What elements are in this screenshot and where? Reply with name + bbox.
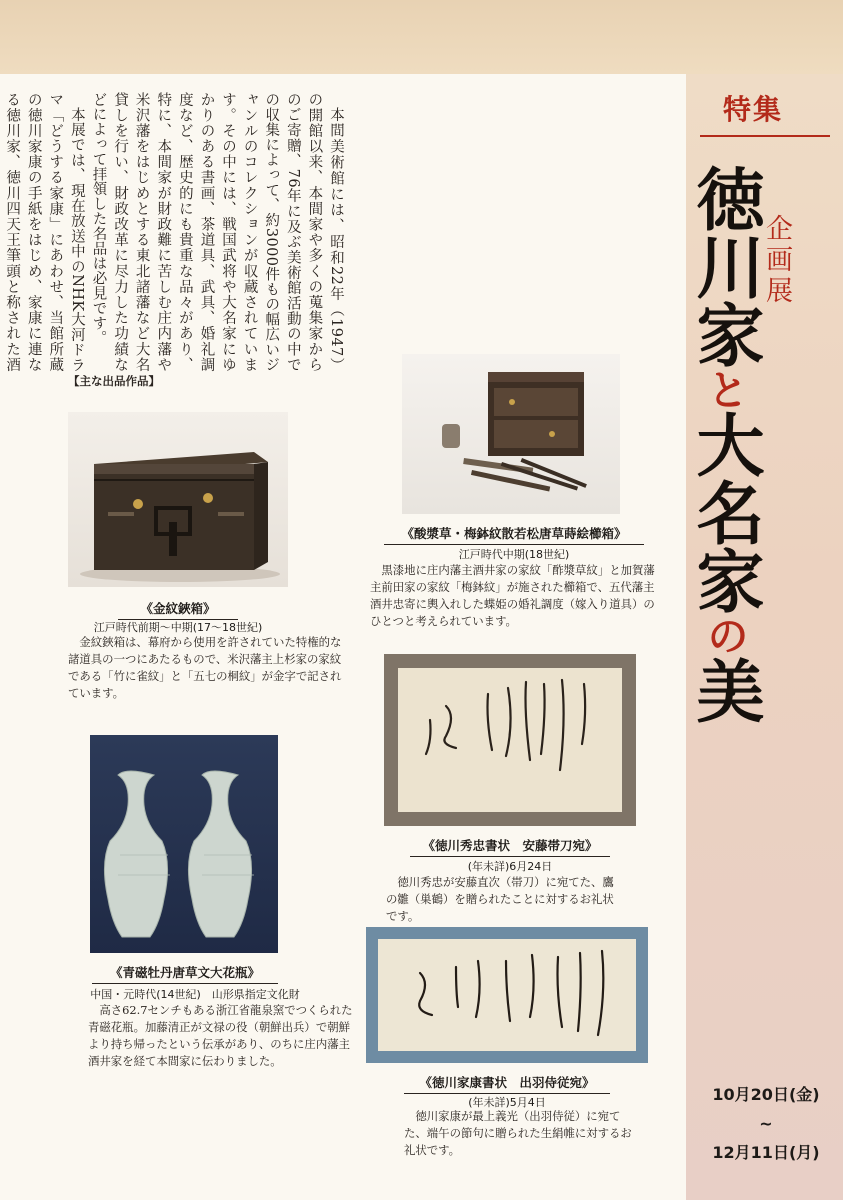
intro-text	[4, 92, 346, 372]
date-separator: ~	[759, 1114, 773, 1133]
top-band	[0, 0, 843, 74]
caption-title-1-text: 《金紋鋏箱》	[140, 601, 216, 616]
vases-illustration	[90, 735, 278, 953]
intro-paragraph-2: 本展では、現在放送中のNHK大河ドラマ「どうする家康」にあわせ、当館所蔵の徳川家康の手紙をはじめ、家康に連なる徳川家、徳川四天王筆頭と称された酒	[4, 92, 85, 372]
caption-date-4: 中国・元時代(14世紀) 山形県指定文化財	[90, 988, 300, 1001]
exhibition-dates	[696, 1080, 836, 1167]
photo-hidetada-letter	[384, 654, 636, 826]
caption-title-3-text: 《徳川秀忠書状 安藤帯刀宛》	[422, 838, 598, 853]
letter-illustration	[384, 654, 636, 826]
exhibition-title	[685, 164, 765, 944]
title-part-2: 大名家	[685, 410, 765, 614]
photo-kinmon-hasamibako	[68, 412, 288, 587]
caption-date-2: 江戸時代中期(18世紀)	[458, 548, 570, 561]
photo-ieyasu-letter	[366, 927, 648, 1063]
caption-date-3: (年未詳)6月24日	[467, 860, 553, 873]
caption-title-5	[366, 1073, 648, 1094]
photo-kushibako	[402, 354, 620, 514]
caption-title-3	[384, 836, 636, 857]
kikaku-label: 企画展	[761, 214, 792, 307]
ieyasu-letter-illustration	[366, 927, 648, 1063]
caption-title-4-text: 《青磁牡丹唐草文大花瓶》	[109, 965, 260, 980]
caption-desc-2: 黒漆地に庄内藩主酒井家の家紋「酢漿草紋」と加賀藩主前田家の家紋「梅鉢紋」が施された櫛箱で、五代藩主酒井忠寄に輿入れした蝶姫の婚礼調度（嫁入り道具）のひとつと考えられています。	[370, 563, 655, 628]
caption-title-2	[368, 524, 660, 545]
caption-date-5: (年未詳)5月4日	[468, 1096, 546, 1109]
caption-desc-4: 高さ62.7センチもある浙江省龍泉窯でつくられた青磁花瓶。加藤清正が文禄の役（朝鮮出兵）で朝鮮より持ち帰ったという伝承があり、のちに庄内藩主酒井家を経て本間家に伝わりました。	[88, 1003, 353, 1068]
date-start: 10月20日(金)	[712, 1085, 820, 1104]
caption-title-4	[70, 963, 300, 984]
date-end: 12月11日(月)	[712, 1143, 820, 1162]
chest-illustration	[68, 412, 288, 587]
tokushu-label: 特集	[722, 93, 783, 126]
photo-celadon-vases	[90, 735, 278, 953]
caption-date-1: 江戸時代前期～中期(17～18世紀)	[93, 621, 263, 634]
caption-title-5-text: 《徳川家康書状 出羽侍従宛》	[419, 1075, 595, 1090]
title-part-1: 徳川家	[685, 164, 765, 368]
tokushu-underline	[700, 135, 830, 137]
comb-box-illustration	[402, 354, 620, 514]
caption-title-2-text: 《酸漿草・梅鉢紋散若松唐草蒔絵櫛箱》	[401, 526, 627, 541]
caption-desc-3: 徳川秀忠が安藤直次（帯刀）に宛てた、鷹の雛（巣鶴）を贈られたことに対するお礼状です。	[386, 875, 614, 923]
caption-underline	[92, 983, 278, 984]
caption-underline	[410, 856, 610, 857]
title-part-3: 美	[685, 656, 765, 724]
caption-desc-5: 徳川家康が最上義光（出羽侍従）に宛てた、端午の節句に贈られた生絹帷に対するお礼状です。	[404, 1109, 632, 1157]
section-label: 【主な出品作品】	[68, 374, 160, 388]
caption-title-1	[68, 599, 288, 620]
title-particle-no: の	[701, 614, 750, 656]
caption-desc-1: 金紋鋏箱は、幕府から使用を許されていた特権的な諸道具の一つにあたるもので、米沢藩主上杉家の家紋である「竹に雀紋」と「五七の桐紋」が金字で記されています。	[68, 635, 342, 700]
intro-paragraph-1: 本間美術館には、昭和22年（1947）の開館以来、本間家や多くの蒐集家からのご寄贈、76年に及ぶ美術館活動の中での収集によって、約3000件もの幅広いジャンルのコレクションが収蔵されています。その中には、戦国武将や大名家にゆかりのある書画、茶道具、武具、婚礼調度など、歴史的にも貴重な品々があり、特に、本間家が財政難に苦しむ庄内藩や米沢藩をはじめとする東北諸藩など大名貸しを行い、財政改革に尽力した功績などによって拝領した名品は必見です。	[90, 92, 344, 372]
caption-underline	[384, 544, 644, 545]
title-particle-to: と	[701, 368, 750, 410]
